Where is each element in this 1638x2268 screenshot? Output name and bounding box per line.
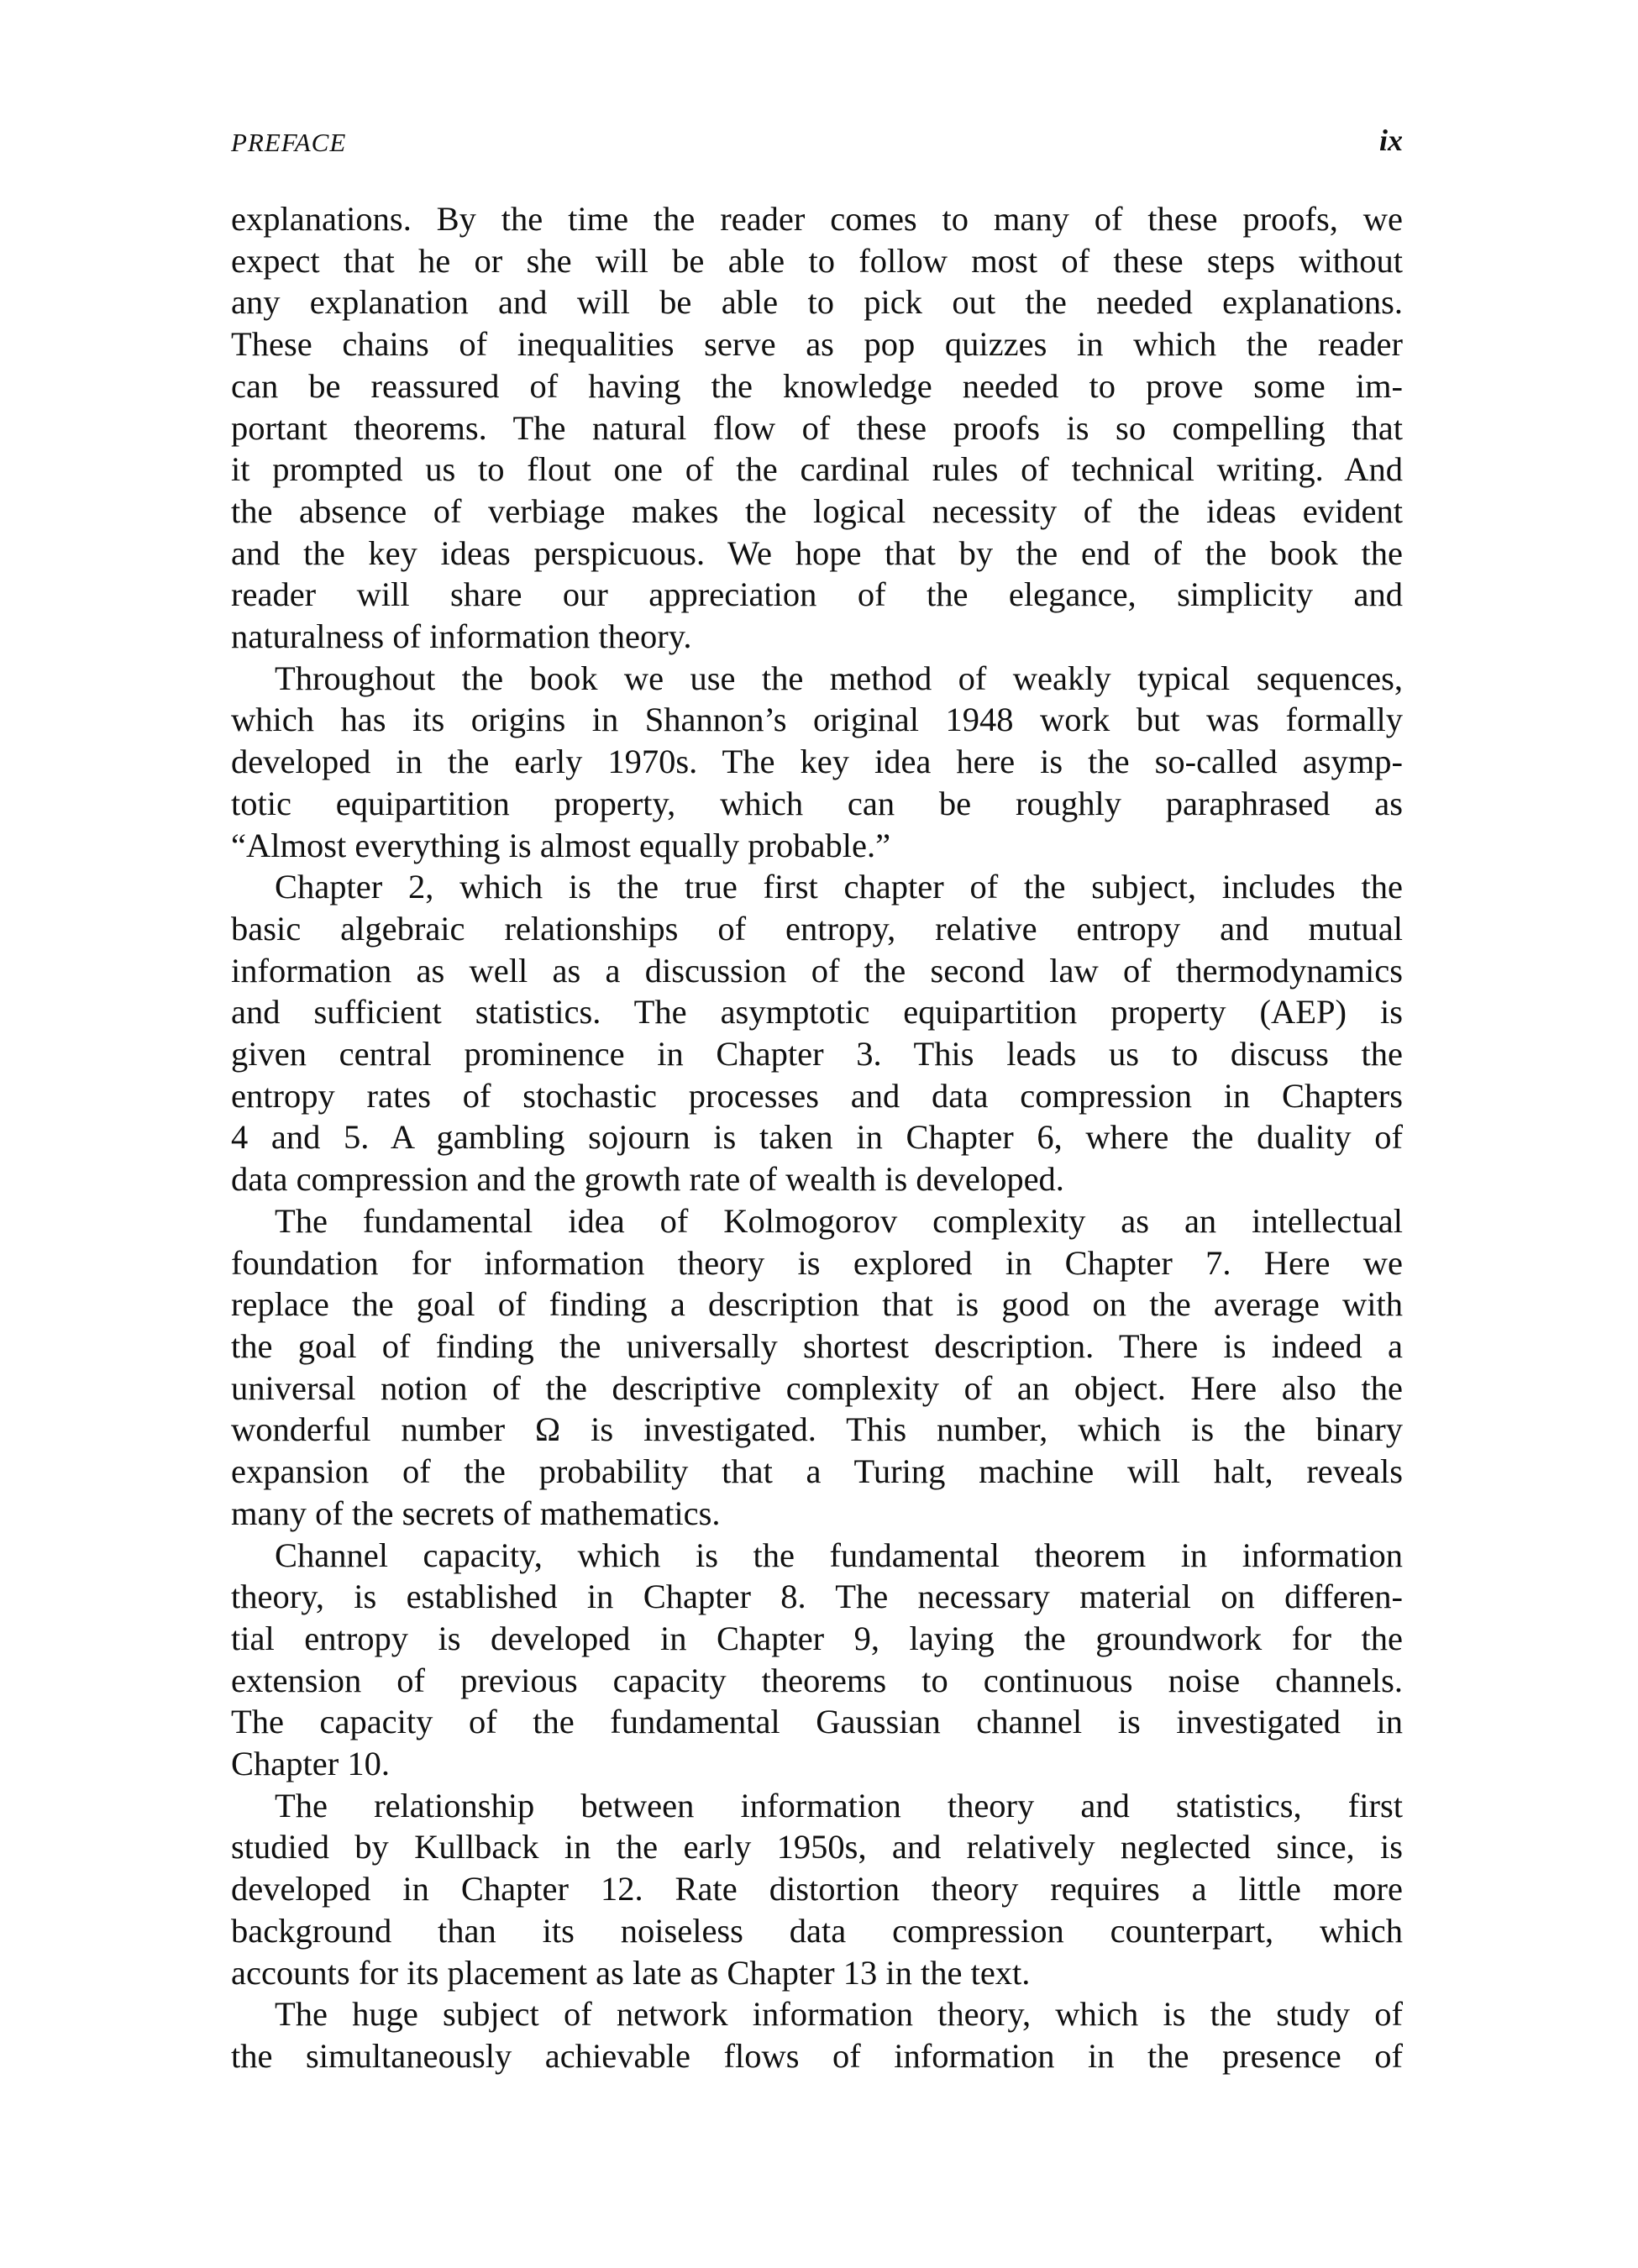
text-line: theory, is established in Chapter 8. The necessary material on differen- — [231, 1578, 1403, 1616]
text-line: The huge subject of network information theory, which is the study of — [275, 1995, 1403, 2034]
text-line: The fundamental idea of Kolmogorov complexity as an intellectual — [275, 1201, 1403, 1240]
paragraph-channel-capacity — [231, 1535, 1403, 1785]
text-line: any explanation and will be able to pick out the needed explanations. — [231, 283, 1403, 322]
text-line: extension of previous capacity theorems to continuous noise channels. — [231, 1661, 1403, 1699]
body-text — [231, 198, 1403, 2077]
page-number: ix — [1378, 123, 1403, 157]
text-line: developed in the early 1970s. The key idea here is the so-called asymp- — [231, 743, 1403, 781]
text-line: wonderful number Ω is investigated. This number, which is the binary — [231, 1410, 1403, 1449]
text-line: Throughout the book we use the method of weakly typical sequences, — [275, 659, 1403, 697]
text-line: These chains of inequalities serve as pop quizzes in which the reader — [231, 325, 1403, 364]
text-line: Channel capacity, which is the fundamental theorem in information — [275, 1536, 1403, 1574]
text-line: The capacity of the fundamental Gaussian channel is investigated in — [231, 1703, 1403, 1741]
text-line: expansion of the probability that a Turing machine will halt, reveals — [231, 1452, 1403, 1491]
text-line: information as well as a discussion of the second law of thermodynamics — [231, 951, 1403, 990]
paragraph-typical-sequences — [231, 658, 1403, 867]
text-line: the absence of verbiage makes the logical necessity of the ideas evident — [231, 491, 1403, 530]
text-line: Chapter 2, which is the true first chapter of the subject, includes the — [275, 868, 1403, 906]
text-line: studied by Kullback in the early 1950s, and relatively neglected since, is — [231, 1828, 1403, 1866]
text-line: portant theorems. The natural flow of these proofs is so compelling that — [231, 408, 1403, 447]
text-line: tial entropy is developed in Chapter 9, laying the groundwork for the — [231, 1619, 1403, 1657]
text-line: accounts for its placement as late as Chapter 13 in the text. — [231, 1953, 1031, 1992]
running-head — [231, 118, 1403, 168]
text-line: basic algebraic relationships of entropy, relative entropy and mutual — [231, 909, 1403, 948]
text-line: developed in Chapter 12. Rate distortion theory requires a little more — [231, 1870, 1403, 1908]
text-line: reader will share our appreciation of the elegance, simplicity and — [231, 575, 1403, 614]
text-line: naturalness of information theory. — [231, 617, 692, 656]
paragraph-kolmogorov — [231, 1200, 1403, 1535]
text-line: and the key ideas perspicuous. We hope that by the end of the book the — [231, 533, 1403, 572]
text-line: “Almost everything is almost equally probable.” — [231, 826, 891, 864]
text-line: can be reassured of having the knowledge needed to prove some im- — [231, 366, 1403, 405]
text-line: totic equipartition property, which can be roughly paraphrased as — [231, 784, 1403, 822]
text-line: many of the secrets of mathematics. — [231, 1494, 721, 1532]
text-line: and sufficient statistics. The asymptotic equipartition property (AEP) is — [231, 993, 1403, 1032]
text-line: The relationship between information theory and statistics, first — [275, 1786, 1403, 1824]
text-line: replace the goal of finding a description that is good on the average with — [231, 1285, 1403, 1324]
text-line: Chapter 10. — [231, 1745, 390, 1783]
text-line: universal notion of the descriptive complexity of an object. Here also the — [231, 1368, 1403, 1407]
paragraph-statistics — [231, 1785, 1403, 1994]
text-line: the goal of finding the universally shortest description. There is indeed a — [231, 1326, 1403, 1365]
running-head-title: PREFACE — [231, 128, 347, 157]
text-line: foundation for information theory is explored in Chapter 7. Here we — [231, 1243, 1403, 1282]
paragraph-explanations — [231, 198, 1403, 658]
text-line: expect that he or she will be able to follow most of these steps without — [231, 241, 1403, 280]
text-line: it prompted us to flout one of the cardinal rules of technical writing. And — [231, 450, 1403, 489]
text-line: entropy rates of stochastic processes and data compression in Chapters — [231, 1076, 1403, 1115]
paragraph-chapter-2 — [231, 866, 1403, 1200]
text-line: data compression and the growth rate of wealth is developed. — [231, 1160, 1064, 1199]
text-line: explanations. By the time the reader comes to many of these proofs, we — [231, 200, 1403, 238]
paragraph-network — [231, 1993, 1403, 2076]
text-line: 4 and 5. A gambling sojourn is taken in Chapter 6, where the duality of — [231, 1118, 1403, 1157]
text-line: given central prominence in Chapter 3. This leads us to discuss the — [231, 1035, 1403, 1074]
text-line: which has its origins in Shannon’s original 1948 work but was formally — [231, 701, 1403, 739]
text-line: background than its noiseless data compression counterpart, which — [231, 1911, 1403, 1950]
text-line: the simultaneously achievable flows of information in the presence of — [231, 2036, 1403, 2075]
